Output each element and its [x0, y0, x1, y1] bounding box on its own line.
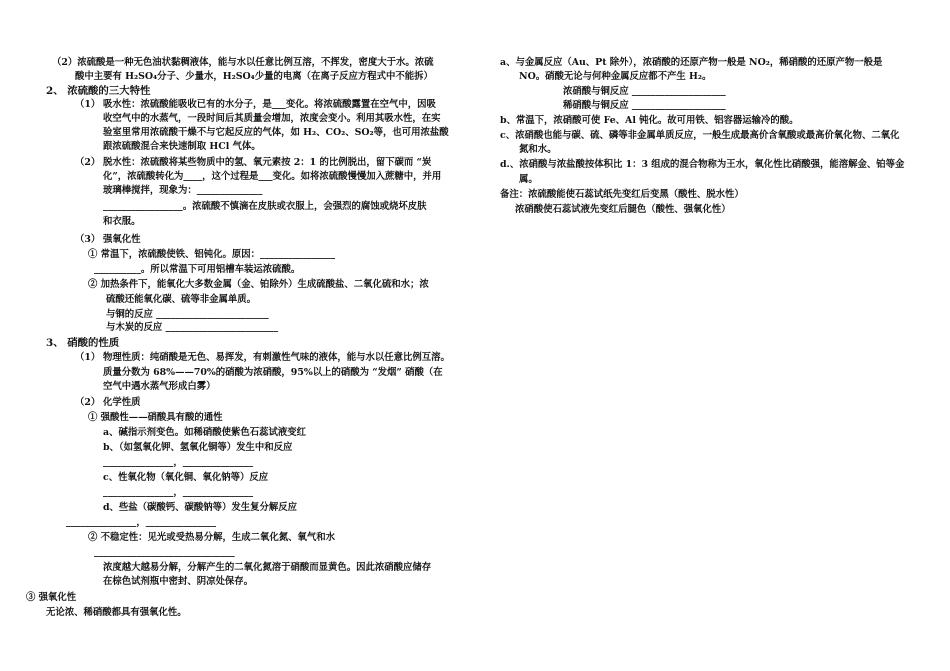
passivation-line-2: __________。所以常温下可用铝槽车装运浓硫酸。 [94, 264, 301, 275]
metal-reaction-line-2: NO。硝酸无论与何种金属反应都不产生 H₂。 [519, 71, 712, 82]
dehydration-line-3: 玻璃棒搅拌，现象为：______________ [103, 185, 263, 196]
hygroscopic-line-2: 收空气中的水蒸气，一段时间后其质量会增加，浓度会变小。利用其吸水性，在实 [103, 113, 441, 124]
nonmetal-reaction-line-1: c、浓硝酸也能与碳、硫、磷等非金属单质反应，一般生成最高价含氧酸或最高价氧化物、二氧化 [500, 130, 900, 141]
heating-oxidation-line-1: ② 加热条件下，能氧化大多数金属（金、铂除外）生成硫酸盐、二氧化硫和水；浓 [88, 279, 429, 290]
acidity-b-blank: _______________，_______________ [103, 457, 254, 468]
para-sulfuric-physical-2: 酸中主要有 H₂SO₄分子、少量水，H₂SO₄少量的电离（在离子反应方程式中不能拆） [75, 71, 433, 82]
instability-line-3: 在棕色试剂瓶中密封、阴凉处保存。 [103, 576, 254, 587]
instability-line-1: ② 不稳定性：见光或受热易分解，生成二氧化氮、氧气和水 [88, 532, 336, 543]
acidity-d: d、些盐（碳酸钙、碳酸钠等）发生复分解反应 [103, 502, 298, 513]
nitric-physical-line-2: 质量分数为 68%——70%的硝酸为浓硝酸，95%以上的硝酸为 “发烟” 硝酸（在 [103, 367, 443, 378]
acidity-b: b、（如氢氧化钾、氢氧化铜等）发生中和反应 [103, 442, 293, 453]
nitric-physical-line-1: 物理性质：纯硝酸是无色、易挥发，有刺激性气味的液体，能与水以任意比例互溶。 [103, 352, 450, 363]
instability-line-2: 浓度越大越易分解，分解产生的二氧化氮溶于硝酸而显黄色。因此浓硝酸应储存 [103, 562, 432, 573]
acidity-c-blank: _______________，_______________ [103, 487, 254, 498]
conc-nitric-copper-blank: 浓硝酸与铜反应 ____________________ [563, 86, 726, 97]
para-sulfuric-physical-1: （2）浓硫酸是一种无色油状黏稠液体，能与水以任意比例互溶，不挥发，密度大于水。浓硫 [52, 57, 434, 68]
item-3-2-number: （2） [75, 397, 101, 408]
charcoal-reaction-blank: 与木炭的反应 ________________________ [106, 322, 279, 333]
hygroscopic-line-1: 吸水性：浓硫酸能吸收已有的水分子，是___变化。将浓硫酸露置在空气中，因吸 [103, 99, 436, 110]
acidity-a: a、碱指示剂变色。如稀硝酸使紫色石蕊试液变红 [103, 427, 306, 438]
note-line-2: 浓硝酸使石蕊试液先变红后腿色（酸性、强氧化性） [515, 204, 731, 215]
strong-acidity-title: ① 强酸性——硝酸具有酸的通性 [88, 412, 223, 423]
dehydration-line-4: _________________。浓硫酸不慎滴在皮肤或衣服上，会强烈的腐蚀或烧坏皮肤 [103, 201, 427, 212]
hygroscopic-line-4: 跟浓硫酸混合来快速制取 HCl 气体。 [103, 141, 261, 152]
item-2-1-number: （1） [75, 99, 101, 110]
item-2-2-number: （2） [75, 157, 101, 168]
copper-reaction-blank: 与铜的反应 ________________________ [106, 309, 269, 320]
item-3-2-title: 化学性质 [103, 397, 141, 408]
acidity-d-blank: _______________，_______________ [66, 517, 217, 528]
acidity-c: c、性氧化物（氧化铜、氧化钠等）反应 [103, 472, 269, 483]
item-3-1-number: （1） [75, 352, 101, 363]
note-line-1: 备注：浓硫酸能使石蕊试纸先变红后变黑（酸性、脱水性） [500, 189, 744, 200]
heating-oxidation-line-2: 硫酸还能氧化碳、硫等非金属单质。 [106, 294, 257, 305]
dehydration-line-1: 脱水性：浓硫酸将某些物质中的氢、氧元素按 2：1 的比例脱出，留下碳而 “炭 [103, 157, 432, 168]
metal-reaction-line-1: a、与金属反应（Au、Pt 除外），浓硝酸的还原产物一般是 NO₂，稀硝酸的还原产物一般是 [500, 57, 883, 68]
section-2-title: 2、 浓硫酸的三大特性 [46, 85, 151, 97]
instability-blank: ______________________________ [94, 547, 235, 558]
item-2-3-number: （3） [75, 234, 101, 245]
aqua-regia-line-2: 属。 [519, 174, 538, 185]
nitric-physical-line-3: 空气中遇水蒸气形成白雾） [103, 381, 216, 392]
nonmetal-reaction-line-2: 氮和水。 [519, 144, 557, 155]
strong-oxidation-title: ③ 强氧化性 [26, 592, 77, 603]
passivation-line-1: ① 常温下，浓硫酸使铁、铝钝化。原因：________________ [88, 249, 336, 260]
aqua-regia-line-1: d.、浓硝酸与浓盐酸按体积比 1：3 组成的混合物称为王水，氧化性比硝酸强，能溶解金、铂等金 [500, 159, 905, 170]
section-3-title: 3、 硝酸的性质 [46, 337, 120, 349]
dilute-nitric-copper-blank: 稀硝酸与铜反应 ____________________ [563, 100, 726, 111]
hygroscopic-line-3: 验室里常用浓硫酸干燥不与它起反应的气体，如 H₂、CO₂、SO₂等，也可用浓盐酸 [103, 127, 449, 138]
passivation-nitric: b、常温下，浓硝酸可使 Fe、Al 钝化。故可用铁、铝容器运输冷的酸。 [500, 115, 799, 126]
item-2-3-title: 强氧化性 [103, 234, 141, 245]
strong-oxidation-line-1: 无论浓、稀硝酸都具有强氧化性。 [46, 607, 187, 618]
dehydration-line-2: 化”，浓硫酸转化为____，这个过程是___变化。如将浓硫酸慢慢加入蔗糖中，并用 [103, 171, 442, 182]
dehydration-line-5: 和衣服。 [103, 216, 141, 227]
